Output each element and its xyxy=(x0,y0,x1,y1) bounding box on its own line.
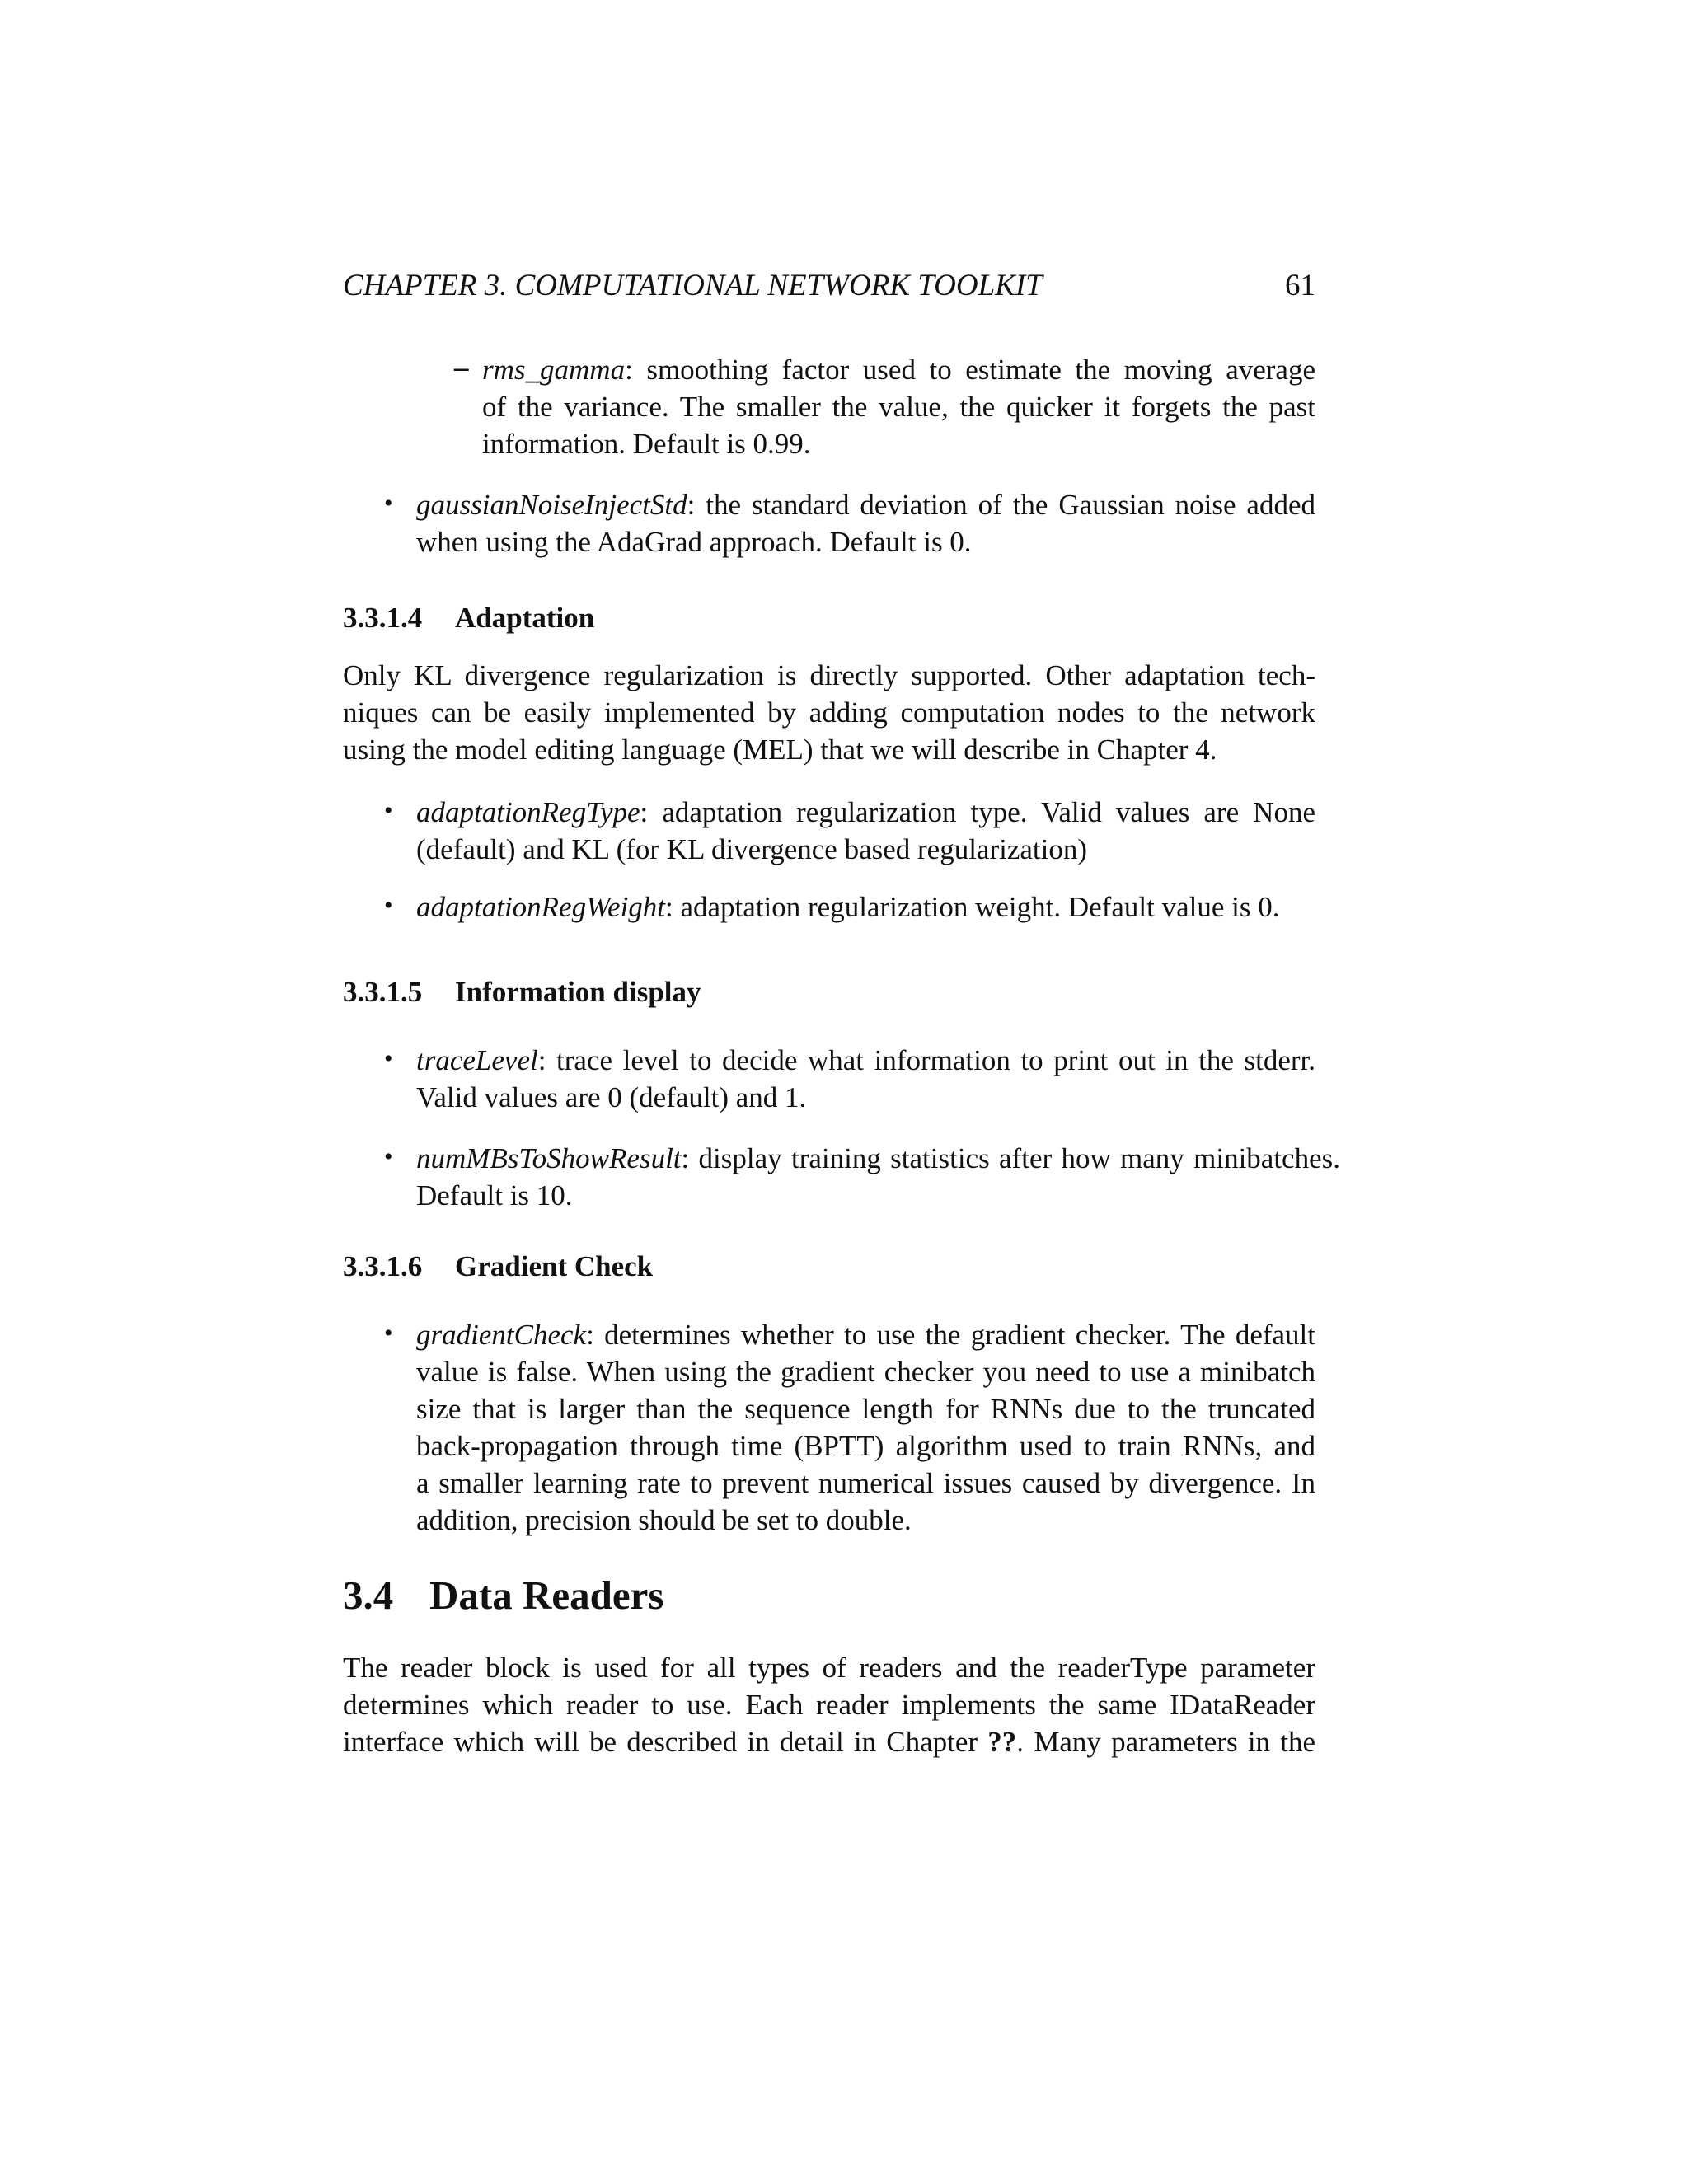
paragraph-adaptation xyxy=(343,657,1315,768)
bullet-marker: • xyxy=(384,797,393,824)
item-text: : trace level to decide what information to print out in the stderr. xyxy=(537,1044,1315,1076)
paragraph-line: niques can be easily implemented by adding computation nodes to the network xyxy=(343,696,1315,729)
paragraph-line: The reader block is used for all types of readers and the readerType parameter xyxy=(343,1652,1315,1684)
item-text: : determines whether to use the gradient checker. The default xyxy=(586,1319,1315,1351)
subsection-heading-adaptation xyxy=(343,599,594,636)
paragraph-text: interface which will be described in detail in Chapter xyxy=(343,1726,988,1758)
item-text: of the variance. The smaller the value, the quicker it forgets the past xyxy=(482,391,1315,423)
dash-marker: – xyxy=(454,351,469,383)
paragraph-text: . Many parameters in the xyxy=(1016,1726,1315,1758)
term-gaussian: gaussianNoiseInjectStd xyxy=(416,489,687,521)
term-rms-gamma: rms_gamma xyxy=(482,354,626,386)
paragraph-data-readers xyxy=(343,1649,1315,1760)
section-heading-data-readers xyxy=(343,1571,663,1620)
heading-title: Information display xyxy=(455,976,701,1008)
bullet-marker: • xyxy=(384,1143,393,1170)
paragraph-line: Only KL divergence regularization is directly supported. Other adaptation tech- xyxy=(343,659,1315,691)
item-text: : smoothing factor used to estimate the moving average xyxy=(625,354,1315,386)
chapter-reference: ?? xyxy=(987,1726,1017,1758)
item-text: value is false. When using the gradient checker you need to use a minibatch xyxy=(416,1356,1315,1388)
item-text: when using the AdaGrad approach. Default is 0. xyxy=(416,526,972,558)
chapter-title: CHAPTER 3. COMPUTATIONAL NETWORK TOOLKIT xyxy=(343,269,1043,302)
list-item-adaptation-reg-weight xyxy=(416,888,1315,926)
item-text: addition, precision should be set to double. xyxy=(416,1504,912,1536)
paragraph-line: determines which reader to use. Each reader implements the same IDataReader xyxy=(343,1689,1315,1721)
bullet-marker: • xyxy=(384,1319,393,1347)
term-gradient-check: gradientCheck xyxy=(416,1319,587,1351)
list-item-gradient-check xyxy=(416,1316,1315,1539)
subsection-heading-information-display xyxy=(343,973,701,1010)
running-header xyxy=(343,264,1315,308)
list-item-num-mbs xyxy=(416,1140,1340,1214)
item-text: a smaller learning rate to prevent numerical issues caused by divergence. In xyxy=(416,1467,1315,1499)
item-text: : adaptation regularization type. Valid values are None xyxy=(640,796,1315,828)
heading-title: Gradient Check xyxy=(455,1250,654,1282)
item-text: back-propagation through time (BPTT) algorithm used to train RNNs, and xyxy=(416,1430,1315,1462)
item-text: size that is larger than the sequence length for RNNs due to the truncated xyxy=(416,1393,1315,1425)
item-text: (default) and KL (for KL divergence based regularization) xyxy=(416,833,1088,865)
heading-number: 3.3.1.4 xyxy=(343,602,423,634)
bullet-marker: • xyxy=(384,892,393,919)
bullet-marker: • xyxy=(384,490,393,517)
term-trace-level: traceLevel xyxy=(416,1044,538,1076)
heading-title: Data Readers xyxy=(429,1572,664,1618)
list-item-trace-level xyxy=(416,1042,1315,1116)
term-num-mbs: numMBsToShowResult xyxy=(416,1142,682,1174)
bullet-marker: • xyxy=(384,1045,393,1072)
paragraph-line xyxy=(343,1723,1315,1760)
list-item-gaussian xyxy=(416,486,1315,560)
item-text: information. Default is 0.99. xyxy=(482,428,811,460)
heading-number: 3.4 xyxy=(343,1572,394,1618)
paragraph-line: using the model editing language (MEL) that we will describe in Chapter 4. xyxy=(343,733,1217,766)
item-text: : the standard deviation of the Gaussian noise added xyxy=(687,489,1315,521)
term-adaptation-reg-type: adaptationRegType xyxy=(416,796,640,828)
item-text: : display training statistics after how many minibatches. xyxy=(681,1142,1340,1174)
item-text: : adaptation regularization weight. Default value is 0. xyxy=(665,891,1280,923)
list-item-adaptation-reg-type xyxy=(416,794,1315,868)
heading-number: 3.3.1.5 xyxy=(343,976,423,1008)
heading-number: 3.3.1.6 xyxy=(343,1250,423,1282)
heading-title: Adaptation xyxy=(455,602,595,634)
term-adaptation-reg-weight: adaptationRegWeight xyxy=(416,891,666,923)
list-item-rms-gamma xyxy=(482,351,1315,462)
page-number: 61 xyxy=(1285,269,1315,302)
item-text: Valid values are 0 (default) and 1. xyxy=(416,1081,807,1113)
item-text: Default is 10. xyxy=(416,1179,573,1212)
subsection-heading-gradient-check xyxy=(343,1248,653,1285)
